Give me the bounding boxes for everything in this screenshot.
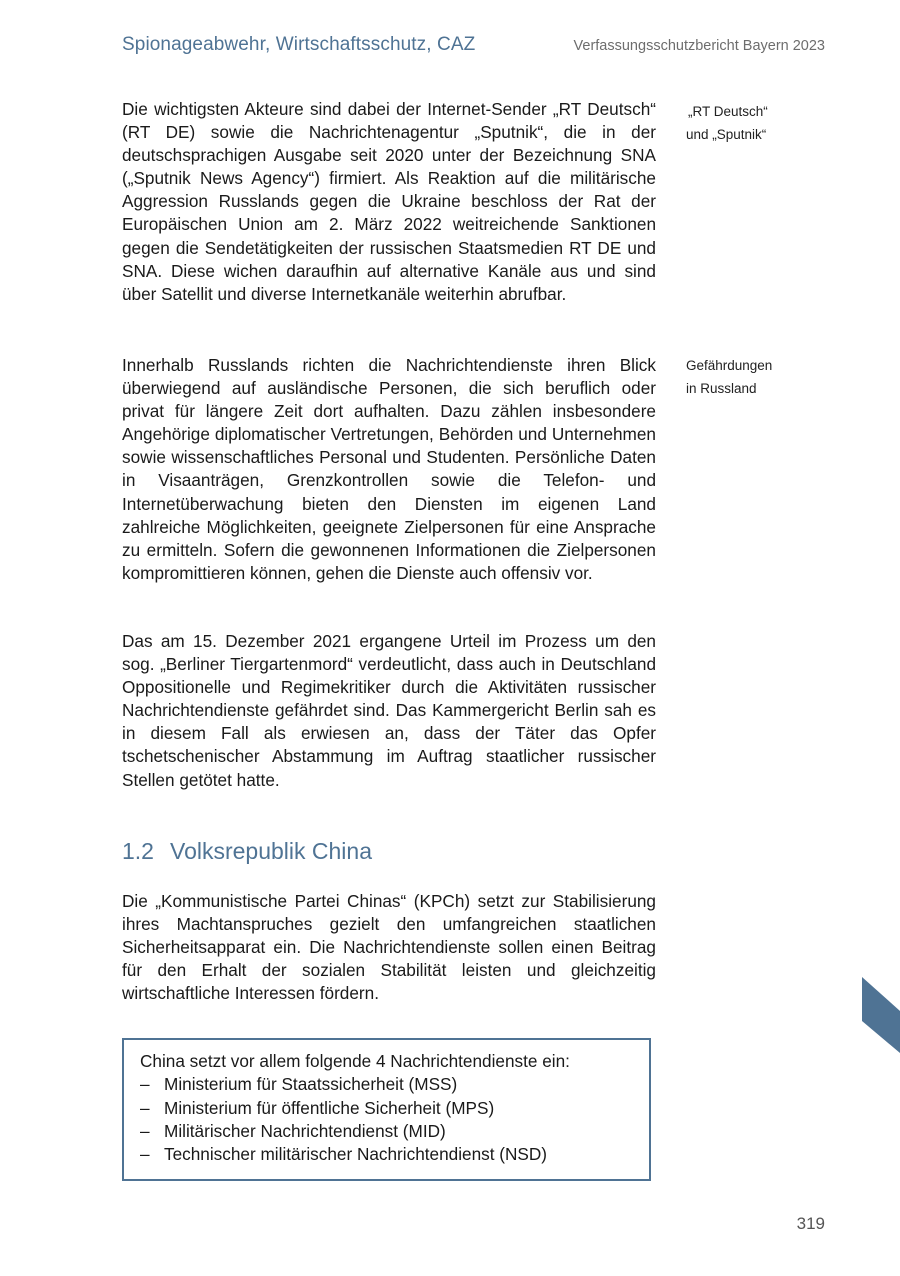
margin-note-line: „RT Deutsch“ — [688, 104, 768, 119]
chapter-tab-marker — [862, 977, 900, 1053]
header-section-title: Spionageabwehr, Wirtschaftsschutz, CAZ — [122, 34, 476, 55]
margin-note-line: Gefährdungen — [686, 358, 773, 373]
services-list — [140, 1073, 633, 1166]
section-title-text: Volksrepublik China — [170, 838, 373, 864]
paragraph-russland: Innerhalb Russlands richten die Nachrichtendienste ihren Blick überwiegend auf ausländische Personen, die sich beruflich oder privat für längere Zeit dort aufhalten. Dazu zählen insbesondere Angehörige diplomatischer Vertretungen, Behörden und Unternehmen sowie wissenschaftliches Personal und Studenten. Persönliche Daten in Visaanträgen, Grenzkontrollen sowie die Telefon- und Internetüberwachung bieten den Diensten im eigenen Land zahlreiche Möglichkeiten, geeignete Zielpersonen für eine Ansprache zu ermitteln. Sofern die gewonnenen Informationen die Zielpersonen kompromittieren können, gehen die Dienste auch offensiv vor. — [122, 355, 656, 583]
list-item: – Ministerium für Staatssicherheit (MSS) — [140, 1073, 633, 1096]
intelligence-services-box — [122, 1038, 651, 1181]
margin-note-line: in Russland — [686, 381, 757, 396]
page-number: 319 — [796, 1214, 825, 1233]
paragraph-kpch: Die „Kommunistische Partei Chinas“ (KPCh) setzt zur Stabilisierung ihres Machtanspruches gezielt den umfangreichen staatlichen Sicherheitsapparat ein. Die Nachrichtendienste sollen einen Beitrag für den Erhalt der sozialen Stabilität leisten und gleichzeitig wirtschaftliche Interessen fördern. — [122, 891, 656, 1004]
paragraph-tiergartenmord: Das am 15. Dezember 2021 ergangene Urteil im Prozess um den sog. „Berliner Tiergartenmord“ verdeutlicht, dass auch in Deutschland Oppositionelle und Regimekritiker durch die Aktivitäten russischer Nachrichtendienste gefährdet sind. Das Kammergericht Berlin sah es in diesem Fall als erwiesen an, dass der Täter das Opfer tschetschenischer Abstammung im Auftrag staatlicher russischer Stellen getötet hatte. — [122, 631, 656, 790]
margin-note-line: und „Sputnik“ — [686, 127, 767, 142]
section-number: 1.2 — [122, 838, 154, 864]
list-item: – Technischer militärischer Nachrichtendienst (NSD) — [140, 1143, 633, 1166]
box-intro: China setzt vor allem folgende 4 Nachrichtendienste ein: — [140, 1051, 570, 1071]
list-item: – Militärischer Nachrichtendienst (MID) — [140, 1120, 633, 1143]
margin-note-rt-sputnik — [686, 100, 836, 146]
list-item: – Ministerium für öffentliche Sicherheit (MPS) — [140, 1097, 633, 1120]
chapter-tab-shape — [862, 977, 900, 1053]
margin-note-gefaehrdungen — [686, 354, 836, 400]
section-heading — [122, 838, 372, 865]
header-publication-title: Verfassungsschutzbericht Bayern 2023 — [573, 38, 825, 54]
paragraph-rt-sputnik: Die wichtigsten Akteure sind dabei der Internet-Sender „RT Deutsch“ (RT DE) sowie die Nachrichtenagentur „Sputnik“, die in der deutschsprachigen Ausgabe seit 2020 unter der Bezeichnung SNA („Sputnik News Agency“) firmiert. Als Reaktion auf die militärische Aggression Russlands gegen die Ukraine beschloss der Rat der Europäischen Union am 2. März 2022 weitreichende Sanktionen gegen die Sendetätigkeiten der russischen Staatsmedien RT DE und SNA. Diese wichen daraufhin auf alternative Kanäle aus und sind über Satellit und diverse Internetkanäle weiterhin abrufbar. — [122, 99, 656, 304]
